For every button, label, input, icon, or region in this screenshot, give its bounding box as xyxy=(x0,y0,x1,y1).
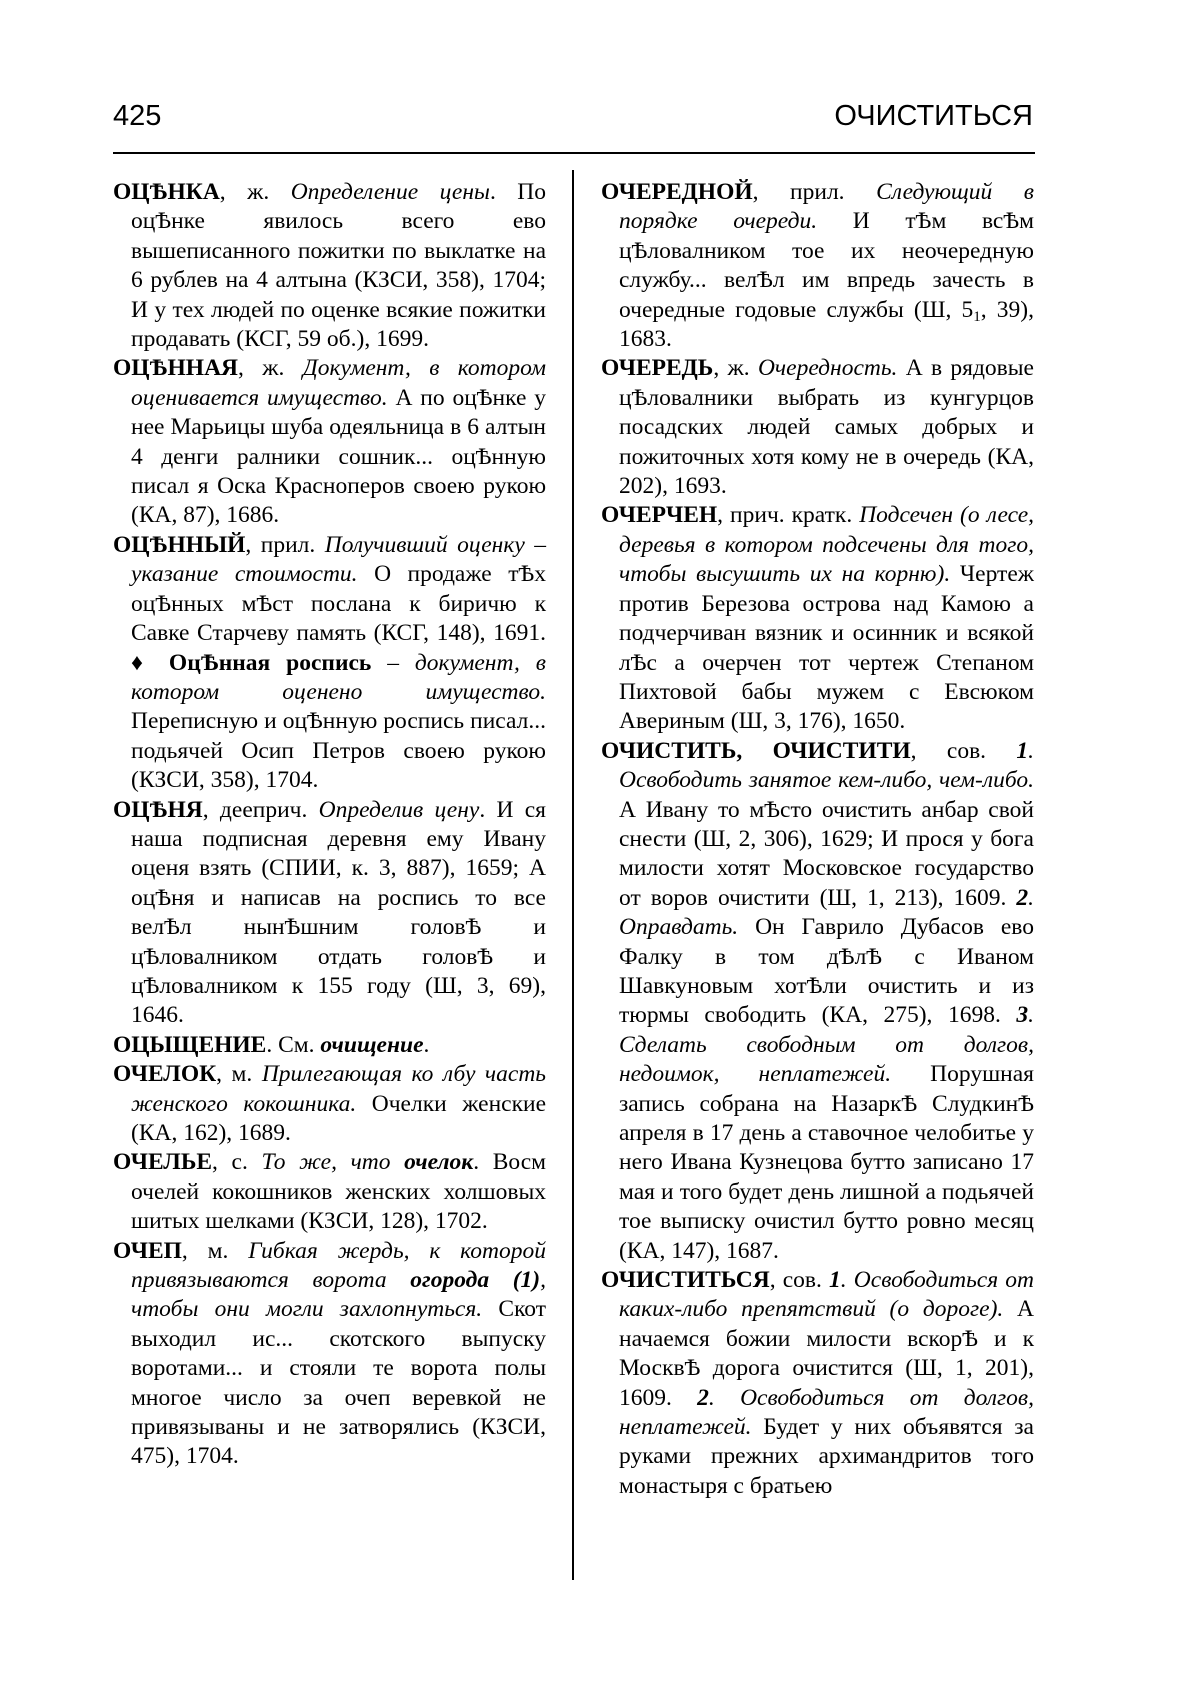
entry-citation: Будет у них объявятся за руками прежних архимандритов того монастыря с братьею xyxy=(619,1414,1034,1499)
header-rule xyxy=(113,152,1035,154)
entry-citation: А Ивану то мѢсто очистить анбар свой снести (Ш, 2, 306), 1629; И прося у бога милости хотят Московское государство от воров очистити (Ш, 1, 213), 1609. xyxy=(619,796,1034,911)
entry-definition: Прилегающая ко лбу часть женского кокошника. xyxy=(131,1061,546,1117)
running-head: ОЧИСТИТЬСЯ xyxy=(834,100,1033,132)
column-divider xyxy=(572,170,574,1580)
dictionary-entry xyxy=(113,531,546,796)
entry-citation: . По оцѢнке явилось всего ево вышеписанного пожитки по выклатке на 6 рублев на 4 алтына (КЗСИ, 358), 1704; И у тех людей по оценке всякие пожитки продавать (КСГ, 59 об.), 1699. xyxy=(131,179,546,353)
dictionary-entry xyxy=(113,1031,546,1060)
entry-definition: Следующий в порядке очереди. xyxy=(619,179,1034,235)
entry-citation: Переписную и оцѢнную роспись писал... подьячей Осип Петров своею рукою (КЗСИ, 358), 1704. xyxy=(131,708,546,794)
dictionary-entry xyxy=(601,501,1034,736)
dictionary-entry xyxy=(113,1237,546,1472)
dictionary-entry xyxy=(601,1266,1034,1501)
entry-citation: И тѢм всѢм цѢловалником тое их неочередную службу... велѢл им впредь зачесть в очередные годовые службы (Ш, 5 xyxy=(619,208,1035,323)
entry-citation: Он Гаврило Дубасов ево Фалку в том дѢлѢ с Иваном Шавкуновым хотѢли очистить и из тюрмы свободить (КА, 275), 1698. xyxy=(619,914,1034,1029)
entry-headword: ОЦѢННЫЙ xyxy=(113,531,246,558)
entry-citation: А в рядовые цѢловалники выбрать из кунгурцов посадских людей самых добрых и пожиточных хотя кому не в очередь (КА, 202), 1693. xyxy=(619,355,1034,500)
diamond-icon: ♦ xyxy=(131,649,154,676)
entry-grammar: , с. xyxy=(212,1149,262,1176)
entry-grammar: , сов. xyxy=(910,737,1017,764)
dictionary-entry xyxy=(113,178,546,354)
dictionary-entry xyxy=(601,178,1034,354)
entry-definition: документ, в котором оценено имущество. xyxy=(131,649,547,705)
entry-definition: Гибкая жердь, к которой привязываются ворота xyxy=(131,1237,546,1294)
entry-headword: ОЧЕЛОК xyxy=(113,1061,217,1088)
entry-grammar: , прил. xyxy=(752,179,877,205)
entry-citation: А по оцѢнке у нее Марьицы шуба одеяльница в 6 алтын 4 денги ралники сошник... оцѢнную писал я Оска Красноперов своею рукою (КА, 87), 1686. xyxy=(131,384,547,529)
entry-grammar: , м. xyxy=(181,1237,249,1264)
sense-number: 2 xyxy=(697,1384,709,1411)
entry-grammar: , дееприч. xyxy=(202,796,319,823)
subscript: 1 xyxy=(973,308,981,325)
sense-number: 1 xyxy=(1016,737,1029,764)
sense-number: 2 xyxy=(1016,884,1029,911)
dictionary-entry xyxy=(113,1060,546,1148)
entry-definition: Определение цены xyxy=(290,179,490,205)
left-column xyxy=(113,178,546,1472)
entry-headword: ОЧЕРЕДЬ xyxy=(601,355,714,382)
entry-citation: . Восм очелей кокошников женских холшовых шитых шелками (КЗСИ, 128), 1702. xyxy=(131,1149,547,1235)
entry-citation: Чертеж против Березова острова над Камою а подчерчиван вязник и осинник и всякой лѢс а очерчен тот чертеж Степаном Пихтовой бабы мужем с Евсюком Авериным (Ш, 3, 176), 1650. xyxy=(619,561,1034,735)
entry-definition: Очередность. xyxy=(757,355,898,382)
entry-headword: ОЦѢНКА xyxy=(113,179,220,205)
dictionary-entry xyxy=(113,1148,546,1236)
entry-citation: Порушная запись собрана на НазаркѢ СлудкинѢ апреля в 17 день а ставочное челобитье у него Ивана Кузнецова бутто записано 17 мая и того будет день лишной а подьячей тое выписку очистил бутто ровно месяц (КА, 147), 1687. xyxy=(619,1061,1034,1264)
entry-definition: Получивший оценку – указание стоимости. xyxy=(131,531,546,588)
entry-punctuation: . xyxy=(423,1031,430,1058)
entry-citation: . И ся наша подписная деревня ему Ивану оценя взять (СПИИ, к. 3, 887), 1659; А оцѢня и написав на роспись то все велѢл нынѢшним головѢ и цѢловалником отдать головѢ и цѢловалником к 155 году (Ш, 3, 69), 1646. xyxy=(131,796,546,1029)
entry-definition: . Сделать свободным от долгов, недоимок, неплатежей. xyxy=(619,1002,1034,1088)
entry-definition: Документ, в котором оценивается имущество. xyxy=(131,355,546,411)
entry-headword: ОЦѢННАЯ xyxy=(113,355,239,382)
entry-grammar: , ж. xyxy=(238,355,303,382)
entry-cross-reference: очелок xyxy=(404,1149,474,1176)
entry-citation: , 39), 1683. xyxy=(619,296,1035,353)
entry-headword: ОЧЕП xyxy=(113,1237,182,1264)
entry-grammar: , прич. кратк. xyxy=(717,502,860,529)
entry-citation: Скот выходил ис... скотского выпуску воротами... и стояли те ворота полы многое число за очеп веревкой не привязываны и не затворялись (КЗСИ, 475), 1704. xyxy=(131,1296,547,1470)
entry-definition: , чтобы они могли захлопнуться. xyxy=(131,1267,546,1323)
entry-citation: А начаемся божии милости вскорѢ и к МосквѢ дорога очистится (Ш, 1, 201), 1609. xyxy=(619,1296,1034,1411)
dictionary-entry xyxy=(601,737,1034,1266)
entry-dash: – xyxy=(371,649,415,676)
entry-headword: ОЧИСТИТЬСЯ xyxy=(601,1267,770,1294)
entry-grammar: , м. xyxy=(216,1061,262,1088)
entry-definition: . Оправдать. xyxy=(619,884,1034,941)
entry-definition: Определив цену xyxy=(318,796,480,823)
sense-number: 3 xyxy=(1016,1002,1029,1029)
entry-definition: Подсечен (о лесе, деревья в котором подсечены для того, чтобы высушить их на корню). xyxy=(619,502,1034,588)
right-column xyxy=(601,178,1034,1501)
entry-grammar: , сов. xyxy=(769,1267,830,1294)
entry-headword: ОЦѢНЯ xyxy=(113,796,203,823)
page-number: 425 xyxy=(113,100,162,132)
sense-number: 1 xyxy=(829,1267,841,1294)
dictionary-entry xyxy=(601,354,1034,501)
entry-cross-reference: очищение xyxy=(320,1031,424,1058)
entry-headword: ОЧЕРЧЕН xyxy=(601,502,718,529)
entry-headword: ОЦЫЩЕНИЕ xyxy=(113,1031,267,1058)
entry-headword: ОЧЕРЕДНОЙ xyxy=(601,179,753,205)
entry-definition: . Освободить занятое кем-либо, чем-либо. xyxy=(619,737,1035,794)
dictionary-entry xyxy=(113,354,546,530)
entry-grammar: , ж. xyxy=(713,355,758,382)
entry-definition: . Освободиться от долгов, неплатежей. xyxy=(619,1384,1035,1441)
entry-grammar: . См. xyxy=(266,1031,321,1058)
entry-citation: О продаже тѢх оцѢнных мѢст послана к биричю к Савке Старчеву память (КСГ, 148), 1691. xyxy=(131,561,546,647)
entry-definition: . Освободиться от каких-либо препятствий (о дороге). xyxy=(619,1267,1034,1323)
entry-citation: Очелки женские (КА, 162), 1689. xyxy=(131,1090,546,1146)
entry-grammar: , прил. xyxy=(245,531,325,558)
entry-grammar: , ж. xyxy=(219,179,291,205)
entry-definition: То же, что xyxy=(261,1149,405,1176)
entry-cross-reference: огорода (1) xyxy=(410,1267,541,1294)
dictionary-entry xyxy=(113,796,546,1031)
entry-headword: ОЧИСТИТЬ, ОЧИСТИТИ xyxy=(601,737,911,764)
entry-subheadword: ОцѢнная роспись xyxy=(153,649,372,676)
entry-headword: ОЧЕЛЬЕ xyxy=(113,1149,213,1176)
